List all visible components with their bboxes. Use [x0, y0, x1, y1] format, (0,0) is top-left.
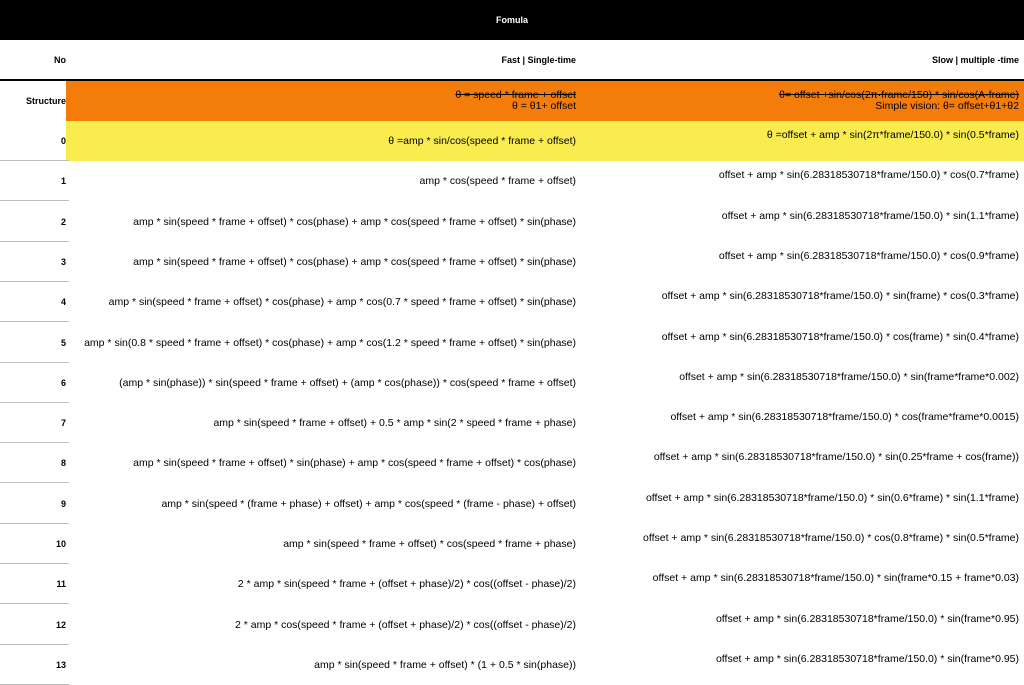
table-row — [0, 363, 1024, 403]
structure-slow-line1: θ= offset +sin/cos(2π·frame/150) * sin/cos(A·frame) — [779, 89, 1019, 101]
table-row — [0, 564, 1024, 604]
fast-formula: amp * sin(speed * frame + offset) * cos(phase) + amp * cos(speed * frame + offset) * sin(phase) — [133, 255, 576, 268]
structure-fast-line2: θ = θ1+ offset — [511, 100, 576, 112]
fast-formula: amp * sin(speed * frame + offset) + 0.5 * amp * sin(2 * speed * frame + phase) — [213, 417, 576, 430]
header-fast: Fast | Single-time — [501, 54, 576, 65]
slow-formula: offset + amp * sin(6.28318530718*frame/150.0) * cos(0.9*frame) — [718, 249, 1019, 262]
table-row — [0, 323, 1024, 363]
header-slow: Slow | multiple -time — [931, 54, 1019, 65]
slow-formula: offset + amp * sin(6.28318530718*frame/150.0) * sin(frame*0.95) — [715, 612, 1019, 625]
table-row — [0, 282, 1024, 322]
fast-formula: amp * sin(speed * frame + offset) * (1 + 0.5 * sin(phase)) — [314, 658, 576, 671]
table-row — [0, 524, 1024, 564]
fast-formula: amp * sin(speed * (frame + phase) + offset) + amp * cos(speed * (frame - phase) + offset) — [161, 497, 576, 510]
structure-slow — [578, 81, 1019, 121]
structure-slow-line2: Simple vision: θ= offset+θ1+θ2 — [875, 100, 1019, 112]
slow-formula: offset + amp * sin(6.28318530718*frame/150.0) * cos(frame*frame*0.0015) — [670, 411, 1019, 424]
slow-formula: θ =offset + amp * sin(2π*frame/150.0) * sin(0.5*frame) — [766, 129, 1019, 141]
fast-formula: amp * cos(speed * frame + offset) — [419, 175, 576, 188]
page-title: Fomula — [0, 0, 1024, 40]
row-number: 13 — [55, 659, 66, 670]
fast-formula: (amp * sin(phase)) * sin(speed * frame + offset) + (amp * cos(phase)) * cos(speed * frame + offset) — [119, 376, 576, 389]
slow-formula: offset + amp * sin(6.28318530718*frame/150.0) * sin(frame*0.95) — [715, 652, 1019, 665]
table-row — [0, 403, 1024, 443]
table-row — [0, 443, 1024, 483]
fast-formula: amp * sin(speed * frame + offset) * cos(phase) + amp * cos(0.7 * speed * frame + offset) * sin(phase) — [108, 296, 576, 309]
table-row — [0, 605, 1024, 645]
slow-formula: offset + amp * sin(6.28318530718*frame/150.0) * sin(frame*frame*0.002) — [679, 370, 1019, 383]
row-number: 10 — [55, 539, 66, 549]
table-row — [0, 645, 1024, 685]
fast-formula: amp * sin(speed * frame + offset) * cos(speed * frame + phase) — [283, 538, 576, 550]
slow-formula: offset + amp * sin(6.28318530718*frame/150.0) * sin(0.6*frame) * sin(1.1*frame) — [645, 491, 1019, 504]
structure-row — [0, 81, 1024, 121]
slow-formula: offset + amp * sin(6.28318530718*frame/150.0) * cos(0.7*frame) — [718, 169, 1019, 182]
slow-formula: offset + amp * sin(6.28318530718*frame/150.0) * cos(0.8*frame) * sin(0.5*frame) — [643, 532, 1019, 544]
slow-formula: offset + amp * sin(6.28318530718*frame/150.0) * cos(frame) * sin(0.4*frame) — [661, 330, 1019, 343]
table-row — [0, 242, 1024, 282]
slow-formula: offset + amp * sin(6.28318530718*frame/150.0) * sin(0.25*frame + cos(frame)) — [653, 451, 1019, 464]
fast-formula: amp * sin(speed * frame + offset) * cos(phase) + amp * cos(speed * frame + offset) * sin(phase) — [133, 215, 576, 228]
row-number: 9 — [60, 498, 66, 509]
row-number: 2 — [60, 216, 66, 227]
table-header — [0, 40, 1024, 81]
row-number: 6 — [60, 377, 66, 388]
fast-formula: θ =amp * sin/cos(speed * frame + offset) — [388, 135, 576, 147]
table-row — [0, 121, 1024, 161]
row-number: 1 — [60, 176, 66, 187]
header-no: No — [54, 54, 66, 65]
row-number: 4 — [60, 297, 66, 308]
row-number: 5 — [60, 337, 66, 348]
slow-formula: offset + amp * sin(6.28318530718*frame/150.0) * sin(frame*0.15 + frame*0.03) — [652, 572, 1019, 585]
fast-formula: amp * sin(speed * frame + offset) * sin(phase) + amp * cos(speed * frame + offset) * cos(phase) — [133, 457, 576, 470]
row-number: 12 — [55, 619, 66, 630]
table-row — [0, 202, 1024, 242]
table-row — [0, 161, 1024, 201]
fast-formula: 2 * amp * cos(speed * frame + (offset + phase)/2) * cos((offset - phase)/2) — [234, 618, 576, 631]
slow-formula: offset + amp * sin(6.28318530718*frame/150.0) * sin(1.1*frame) — [721, 209, 1019, 222]
row-number: 8 — [60, 458, 66, 469]
fast-formula: amp * sin(0.8 * speed * frame + offset) * cos(phase) + amp * cos(1.2 * speed * frame + offset) * sin(phase) — [84, 336, 576, 349]
structure-fast — [70, 81, 576, 121]
structure-label: Structure — [0, 81, 66, 121]
row-number: 7 — [60, 418, 66, 429]
table-row — [0, 484, 1024, 524]
structure-fast-line1: θ = speed * frame + offset — [455, 89, 576, 101]
row-number: 0 — [0, 121, 66, 161]
slow-formula: offset + amp * sin(6.28318530718*frame/150.0) * sin(frame) * cos(0.3*frame) — [661, 290, 1019, 303]
fast-formula: 2 * amp * sin(speed * frame + (offset + phase)/2) * cos((offset - phase)/2) — [237, 578, 576, 591]
row-number: 11 — [56, 579, 66, 590]
row-number: 3 — [60, 256, 66, 267]
